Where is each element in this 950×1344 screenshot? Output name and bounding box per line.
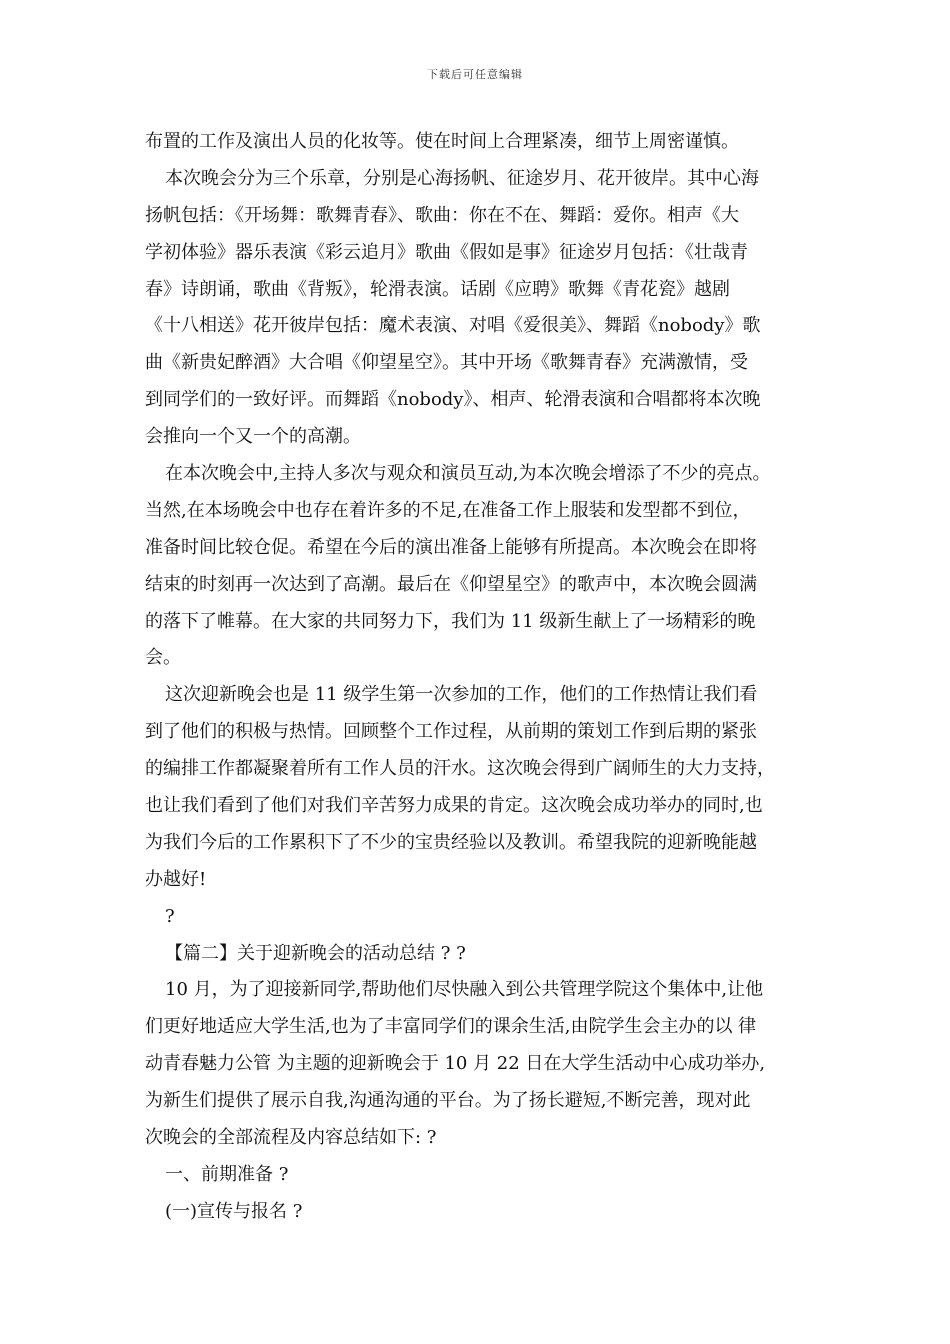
paragraph-line: 本次晚会分为三个乐章，分别是心海扬帆、征途岁月、花开彼岸。其中心海	[165, 167, 759, 189]
paragraph-line: 的编排工作都凝聚着所有工作人员的汗水。这次晚会得到广阔师生的大力支持，	[145, 758, 775, 780]
paragraph-line: 在本次晚会中,主持人多次与观众和演员互动,为本次晚会增添了不少的亮点。	[165, 463, 771, 485]
paragraph-line: 为我们今后的工作累积下了不少的宝贵经验以及教训。希望我院的迎新晚能越	[145, 831, 757, 853]
paragraph-line: 10 月，为了迎接新同学,帮助他们尽快融入到公共管理学院这个集体中,让他	[165, 979, 764, 1001]
paragraph-line: 当然,在本场晚会中也存在着许多的不足,在准备工作上服装和发型都不到位，	[145, 499, 751, 521]
paragraph-line: 《十八相送》花开彼岸包括：魔术表演、对唱《爱很美》、舞蹈《nobody》歌	[145, 315, 761, 337]
paragraph-line: 学初体验》器乐表演《彩云追月》歌曲《假如是事》征途岁月包括：《壮哉青	[145, 241, 748, 263]
paragraph-line: 曲《新贵妃醉酒》大合唱《仰望星空》。其中开场《歌舞青春》充满激情，受	[145, 352, 748, 374]
paragraph-line: ?	[165, 905, 175, 927]
paragraph-line: 结束的时刻再一次达到了高潮。最后在《仰望星空》的歌声中，本次晚会圆满	[145, 573, 757, 595]
paragraph-line: 也让我们看到了他们对我们辛苦努力成果的肯定。这次晚会成功举办的同时,也	[145, 795, 763, 817]
paragraph-line: 春》诗朗诵，歌曲《背叛》，轮滑表演。话剧《应聘》歌舞《青花瓷》越剧	[145, 278, 730, 300]
paragraph-line: 动青春魅力公管 为主题的迎新晚会于 10 月 22 日在大学生活动中心成功举办,	[145, 1053, 766, 1075]
paragraph-line: 的落下了帷幕。在大家的共同努力下，我们为 11 级新生献上了一场精彩的晚	[145, 610, 756, 632]
paragraph-line: 这次迎新晚会也是 11 级学生第一次参加的工作，他们的工作热情让我们看	[165, 684, 758, 706]
page-header: 下载后可任意编辑	[427, 68, 523, 81]
subsection-heading: (一)宣传与报名 ?	[165, 1200, 303, 1222]
section-heading: 【篇二】关于迎新晚会的活动总结 ? ?	[165, 942, 466, 964]
paragraph-line: 扬帆包括：《开场舞：歌舞青春》、歌曲：你在不在、舞蹈：爱你。相声《大	[145, 204, 739, 226]
paragraph-line: 布置的工作及演出人员的化妆等。使在时间上合理紧凑，细节上周密谨慎。	[145, 131, 739, 152]
paragraph-line: 到了他们的积极与热情。回顾整个工作过程，从前期的策划工作到后期的紧张	[145, 721, 757, 743]
paragraph-line: 会推向一个又一个的高潮。	[145, 426, 361, 448]
paragraph-line: 次晚会的全部流程及内容总结如下: ?	[145, 1127, 437, 1149]
paragraph-line: 为新生们提供了展示自我,沟通沟通的平台。为了扬长避短,不断完善，现对此	[145, 1090, 751, 1112]
paragraph-line: 到同学们的一致好评。而舞蹈《nobody》、相声、轮滑表演和合唱都将本次晚	[145, 389, 761, 411]
paragraph-line: 办越好!	[145, 868, 207, 890]
document-body	[145, 124, 815, 1231]
paragraph-line: 会。	[145, 647, 181, 669]
subsection-heading: 一、前期准备 ?	[165, 1163, 289, 1185]
paragraph-line: 准备时间比较仓促。希望在今后的演出准备上能够有所提高。本次晚会在即将	[145, 536, 757, 558]
paragraph-line: 们更好地适应大学生活,也为了丰富同学们的课余生活,由院学生会主办的以 律	[145, 1016, 757, 1038]
